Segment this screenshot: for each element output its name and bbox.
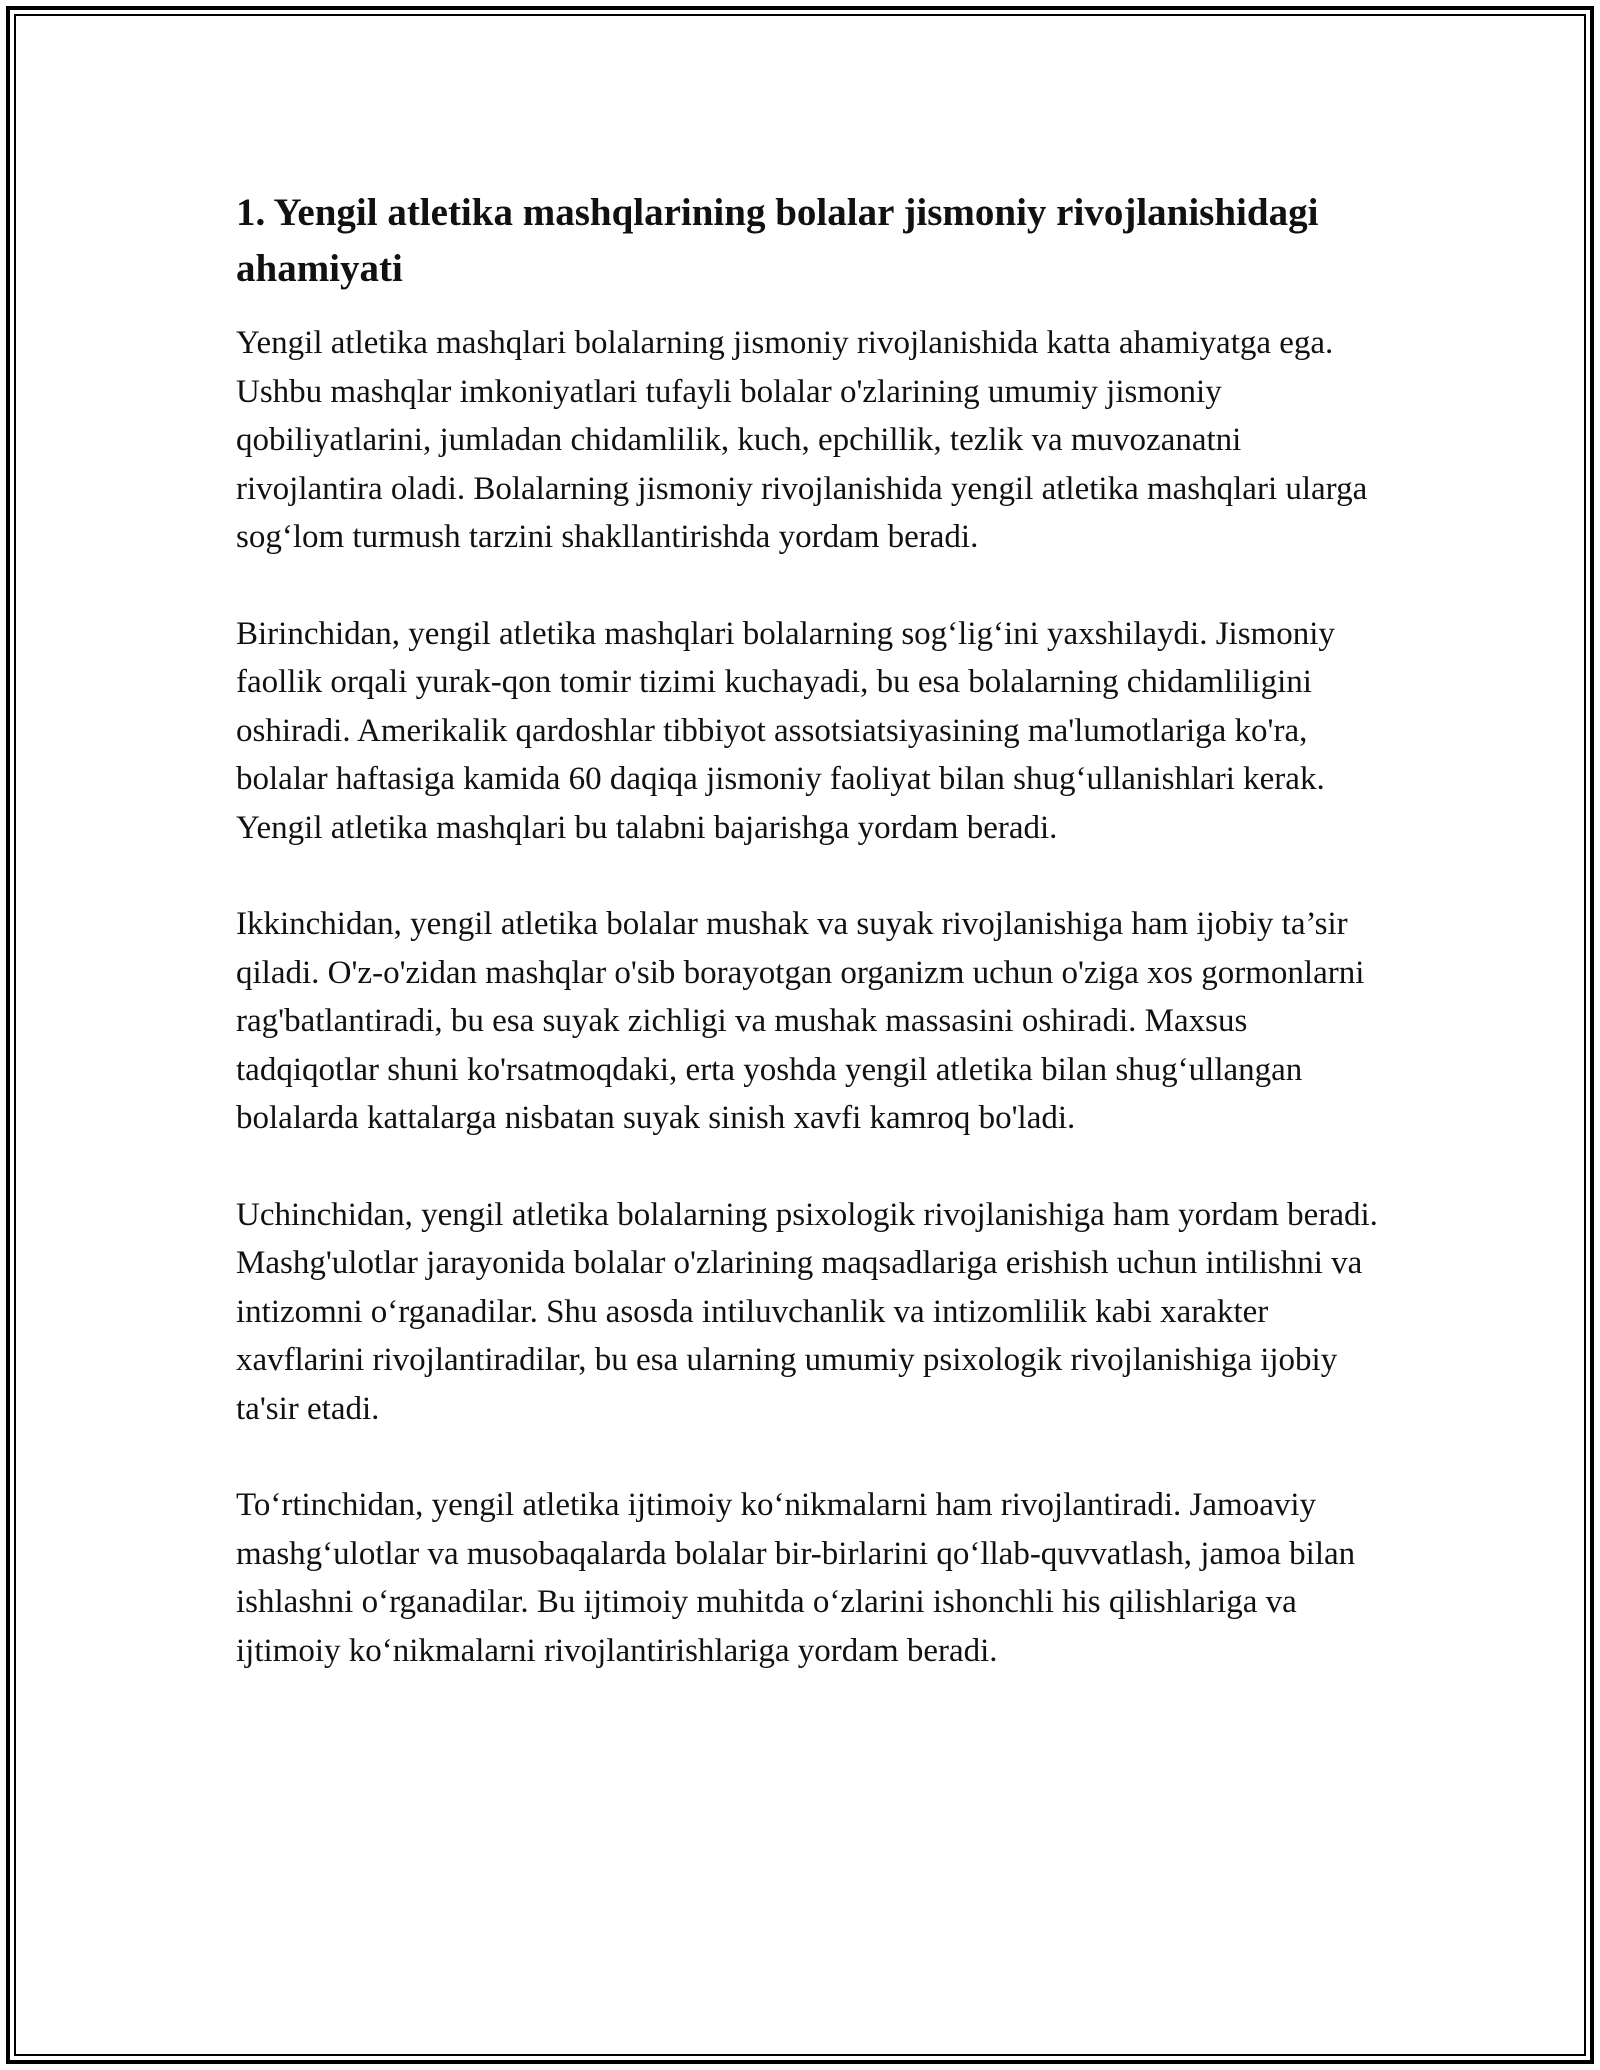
document-body (236, 185, 1396, 1675)
paragraph-second: Ikkinchidan, yengil atletika bolalar mushak va suyak rivojlanishiga ham ijobiy ta’sir qiladi. O'z-o'zidan mashqlar o'sib borayotgan organizm uchun o'ziga xos gormonlarni rag'batlantiradi, bu esa suyak zichligi va mushak massasini oshiradi. Maxsus tadqiqotlar shuni ko'rsatmoqdaki, erta yoshda yengil atletika bilan shug‘ullangan bolalarda kattalarga nisbatan suyak sinish xavfi kamroq bo'ladi. (236, 906, 1365, 1136)
section-heading: 1. Yengil atletika mashqlarining bolalar jismoniy rivojlanishidagi ahamiyati (236, 191, 1319, 290)
paragraph-intro: Yengil atletika mashqlari bolalarning jismoniy rivojlanishida katta ahamiyatga ega. Ushbu mashqlar imkoniyatlari tufayli bolalar o'zlarining umumiy jismoniy qobiliyatlarini, jumladan chidamlilik, kuch, epchillik, tezlik va muvozanatni rivojlantira oladi. Bolalarning jismoniy rivojlanishida yengil atletika mashqlari ularga sog‘lom turmush tarzini shakllantirishda yordam beradi. (236, 325, 1368, 555)
paragraph-third: Uchinchidan, yengil atletika bolalarning psixologik rivojlanishiga ham yordam beradi. Mashg'ulotlar jarayonida bolalar o'zlarining maqsadlariga erishish uchun intilishni va intizomni o‘rganadilar. Shu asosda intiluvchanlik va intizomlilik kabi xarakter xavflarini rivojlantiradilar, bu esa ularning umumiy psixologik rivojlanishiga ijobiy ta'sir etadi. (236, 1196, 1378, 1427)
paragraph-first: Birinchidan, yengil atletika mashqlari bolalarning sog‘lig‘ini yaxshilaydi. Jismoniy faollik orqali yurak-qon tomir tizimi kuchayadi, bu esa bolalarning chidamliligini oshiradi. Amerikalik qardoshlar tibbiyot assotsiatsiyasining ma'lumotlariga ko'ra, bolalar haftasiga kamida 60 daqiqa jismoniy faoliyat bilan shug‘ullanishlari kerak. Yengil atletika mashqlari bu talabni bajarishga yordam beradi. (236, 615, 1335, 846)
paragraph-fourth: To‘rtinchidan, yengil atletika ijtimoiy ko‘nikmalarni ham rivojlantiradi. Jamoaviy mashg‘ulotlar va musobaqalarda bolalar bir-birlarini qo‘llab-quvvatlash, jamoa bilan ishlashni o‘rganadilar. Bu ijtimoiy muhitda o‘zlarini ishonchli his qilishlariga va ijtimoiy ko‘nikmalarni rivojlantirishlariga yordam beradi. (236, 1487, 1356, 1669)
